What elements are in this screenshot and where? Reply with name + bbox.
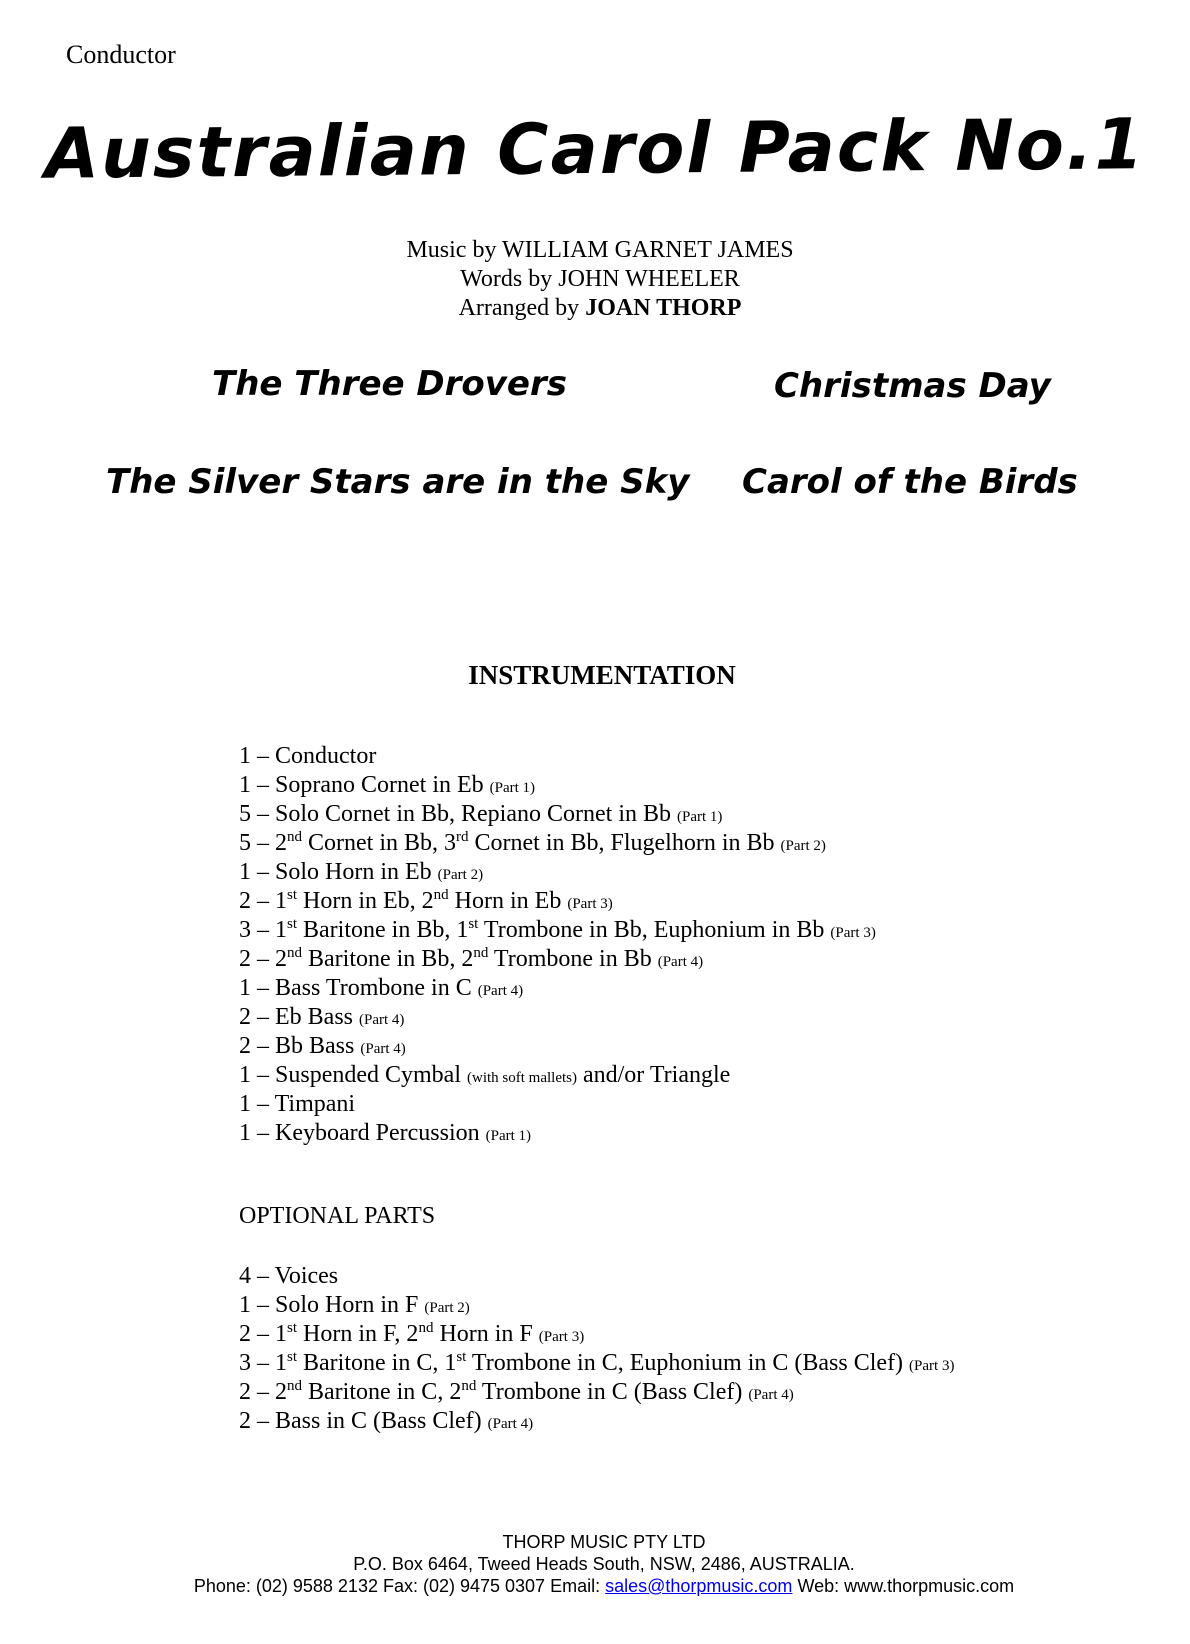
item-text-part: 2 xyxy=(275,946,287,972)
part-note: (Part 4) xyxy=(657,954,704,970)
company-contact xyxy=(0,1575,1190,1597)
item-count: 2 xyxy=(239,1321,251,1347)
ordinal-suffix: nd xyxy=(433,887,449,903)
item-text-part: Horn in F, 2 xyxy=(297,1321,419,1347)
item-count: 1 xyxy=(239,772,251,798)
optional-parts-list xyxy=(239,1262,954,1436)
ordinal-suffix: st xyxy=(456,1349,467,1365)
list-item: 1 – Conductor xyxy=(239,743,377,769)
part-note: (Part 2) xyxy=(780,838,826,854)
song-title: Christmas Day xyxy=(774,366,1051,406)
item-count: 2 xyxy=(239,1408,251,1434)
list-item: 2 – Bass in C (Bass Clef) (Part 4) xyxy=(239,1408,534,1434)
ordinal-suffix: rd xyxy=(456,829,469,845)
part-note: (Part 4) xyxy=(359,1012,405,1028)
list-item: 3 – 1st Baritone in Bb, 1st Trombone in Bb, Euphonium in Bb (Part 3) xyxy=(239,916,876,943)
item-tail: and/or Triangle xyxy=(582,1062,731,1088)
part-note: (Part 2) xyxy=(437,867,484,883)
item-text: Bb Bass xyxy=(275,1033,355,1059)
footer xyxy=(0,1531,1190,1597)
ordinal-suffix: st xyxy=(287,1349,298,1365)
list-item: 2 – 1st Horn in F, 2nd Horn in F (Part 3) xyxy=(239,1320,585,1347)
ordinal-suffix: nd xyxy=(418,1320,434,1336)
credits xyxy=(0,236,1190,323)
item-text-part: 1 xyxy=(275,1350,287,1376)
item-count: 3 xyxy=(239,917,251,943)
ordinal-suffix: nd xyxy=(461,1378,477,1394)
part-note: (Part 2) xyxy=(424,1300,470,1316)
part-note: (Part 4) xyxy=(487,1416,534,1432)
item-text: Bass in C (Bass Clef) xyxy=(275,1408,482,1434)
item-text: Bass Trombone in C xyxy=(275,975,472,1001)
ordinal-suffix: nd xyxy=(287,1378,302,1394)
item-text-part: 1 xyxy=(275,1321,287,1347)
item-count: 3 xyxy=(239,1350,251,1376)
item-text-part: Baritone in C, 1 xyxy=(297,1350,457,1376)
arranged-prefix: Arranged by xyxy=(458,295,586,321)
page-title: Australian Carol Pack No.1 xyxy=(44,103,1146,195)
music-credit: Music by WILLIAM GARNET JAMES xyxy=(406,237,794,263)
item-text-part: 2 xyxy=(275,1379,287,1405)
item-text-part: 1 xyxy=(275,888,287,914)
item-text-part: Baritone in Bb, 1 xyxy=(297,917,469,943)
item-text-part: Trombone in C, Euphonium in C (Bass Clef) xyxy=(466,1350,904,1376)
list-item: 2 – 1st Horn in Eb, 2nd Horn in Eb (Part 3) xyxy=(239,887,613,914)
item-text-part: Horn in Eb, 2 xyxy=(297,888,434,914)
item-text: Suspended Cymbal xyxy=(275,1062,461,1088)
part-note: (Part 3) xyxy=(538,1329,585,1345)
list-item: 2 – Eb Bass (Part 4) xyxy=(239,1004,405,1030)
item-count: 2 xyxy=(239,946,251,972)
list-item: 5 – Solo Cornet in Bb, Repiano Cornet in Bb (Part 1) xyxy=(239,801,723,827)
words-credit: Words by JOHN WHEELER xyxy=(460,266,740,292)
company-address: P.O. Box 6464, Tweed Heads South, NSW, 2486, AUSTRALIA. xyxy=(353,1554,855,1574)
item-text-part: Horn in F xyxy=(433,1321,533,1347)
item-text: Soprano Cornet in Eb xyxy=(275,772,484,798)
item-count: 1 xyxy=(239,743,251,769)
email-link[interactable]: sales@thorpmusic.com xyxy=(605,1576,793,1596)
item-count: 1 xyxy=(239,1292,251,1318)
part-note: (Part 4) xyxy=(360,1041,406,1057)
part-note: (Part 3) xyxy=(567,896,613,912)
part-note: (Part 1) xyxy=(677,809,723,825)
ordinal-suffix: nd xyxy=(287,829,302,845)
item-count: 2 xyxy=(239,1033,251,1059)
web-address: Web: www.thorpmusic.com xyxy=(792,1576,1015,1596)
item-note: (with soft mallets) xyxy=(467,1070,577,1086)
list-item: 1 – Solo Horn in Eb (Part 2) xyxy=(239,859,484,885)
part-note: (Part 1) xyxy=(485,1128,532,1144)
list-item: 1 – Keyboard Percussion (Part 1) xyxy=(239,1120,532,1146)
ordinal-suffix: st xyxy=(287,887,298,903)
ordinal-suffix: st xyxy=(468,916,479,932)
item-text-part: Trombone in C (Bass Clef) xyxy=(476,1379,743,1405)
item-text-part: Cornet in Bb, 3 xyxy=(302,830,456,856)
item-text-part: Cornet in Bb, Flugelhorn in Bb xyxy=(468,830,775,856)
optional-parts-heading: OPTIONAL PARTS xyxy=(239,1203,436,1229)
list-item: 1 – Solo Horn in F (Part 2) xyxy=(239,1292,470,1318)
ordinal-suffix: nd xyxy=(473,945,489,961)
song-title: The Three Drovers xyxy=(212,364,567,404)
item-count: 5 xyxy=(239,801,251,827)
company-name: THORP MUSIC PTY LTD xyxy=(502,1532,706,1552)
list-item: 4 – Voices xyxy=(239,1263,339,1289)
part-note: (Part 1) xyxy=(489,780,536,796)
instrumentation-list xyxy=(239,742,876,1148)
item-count: 1 xyxy=(239,1062,251,1088)
item-text: Solo Horn in F xyxy=(275,1292,419,1318)
item-count: 2 xyxy=(239,1379,251,1405)
part-note: (Part 4) xyxy=(748,1387,794,1403)
item-count: 1 xyxy=(239,975,251,1001)
item-text: Voices xyxy=(274,1263,339,1289)
ordinal-suffix: nd xyxy=(287,945,302,961)
item-count: 2 xyxy=(239,888,251,914)
item-count: 1 xyxy=(239,1091,251,1117)
list-item: 1 – Timpani xyxy=(239,1091,356,1117)
part-note: (Part 3) xyxy=(830,925,876,941)
item-text-part: Trombone in Bb xyxy=(488,946,652,972)
list-item: 3 – 1st Baritone in C, 1st Trombone in C, Euphonium in C (Bass Clef) (Part 3) xyxy=(239,1349,955,1376)
arranged-credit xyxy=(0,294,1190,323)
list-item: 1 – Soprano Cornet in Eb (Part 1) xyxy=(239,772,536,798)
part-note: (Part 3) xyxy=(909,1358,955,1374)
list-item: 1 – Bass Trombone in C (Part 4) xyxy=(239,975,524,1001)
list-item: 5 – 2nd Cornet in Bb, 3rd Cornet in Bb, Flugelhorn in Bb (Part 2) xyxy=(239,829,826,856)
item-text: Solo Horn in Eb xyxy=(275,859,432,885)
list-item: 2 – 2nd Baritone in Bb, 2nd Trombone in Bb (Part 4) xyxy=(239,945,704,972)
item-count: 1 xyxy=(239,1120,251,1146)
part-note: (Part 4) xyxy=(477,983,524,999)
item-count: 1 xyxy=(239,859,251,885)
item-text-part: 1 xyxy=(275,917,287,943)
instrumentation-heading: INSTRUMENTATION xyxy=(468,660,736,690)
song-title: Carol of the Birds xyxy=(742,462,1078,502)
song-title: The Silver Stars are in the Sky xyxy=(106,462,690,502)
item-count: 5 xyxy=(239,830,251,856)
item-text-part: Trombone in Bb, Euphonium in Bb xyxy=(478,917,825,943)
item-count: 2 xyxy=(239,1004,251,1030)
item-text: Conductor xyxy=(275,743,377,769)
item-text: Eb Bass xyxy=(275,1004,353,1030)
part-name: Conductor xyxy=(66,40,176,69)
ordinal-suffix: st xyxy=(287,1320,298,1336)
arranger-name: JOAN THORP xyxy=(585,295,742,321)
item-text-part: Baritone in Bb, 2 xyxy=(302,946,474,972)
list-item: 2 – Bb Bass (Part 4) xyxy=(239,1033,406,1059)
item-text-part: Horn in Eb xyxy=(448,888,562,914)
list-item: 1 – Suspended Cymbal (with soft mallets) and/or Triangle xyxy=(239,1062,731,1088)
item-count: 4 xyxy=(239,1263,251,1289)
item-text-part: Baritone in C, 2 xyxy=(302,1379,462,1405)
contact-prefix: Phone: (02) 9588 2132 Fax: (02) 9475 0307 Email: xyxy=(193,1576,606,1596)
list-item: 2 – 2nd Baritone in C, 2nd Trombone in C (Bass Clef) (Part 4) xyxy=(239,1378,794,1405)
item-text: Keyboard Percussion xyxy=(275,1120,480,1146)
item-text: Timpani xyxy=(274,1091,356,1117)
item-text: Solo Cornet in Bb, Repiano Cornet in Bb xyxy=(275,801,671,827)
item-text-part: 2 xyxy=(275,830,287,856)
ordinal-suffix: st xyxy=(287,916,298,932)
